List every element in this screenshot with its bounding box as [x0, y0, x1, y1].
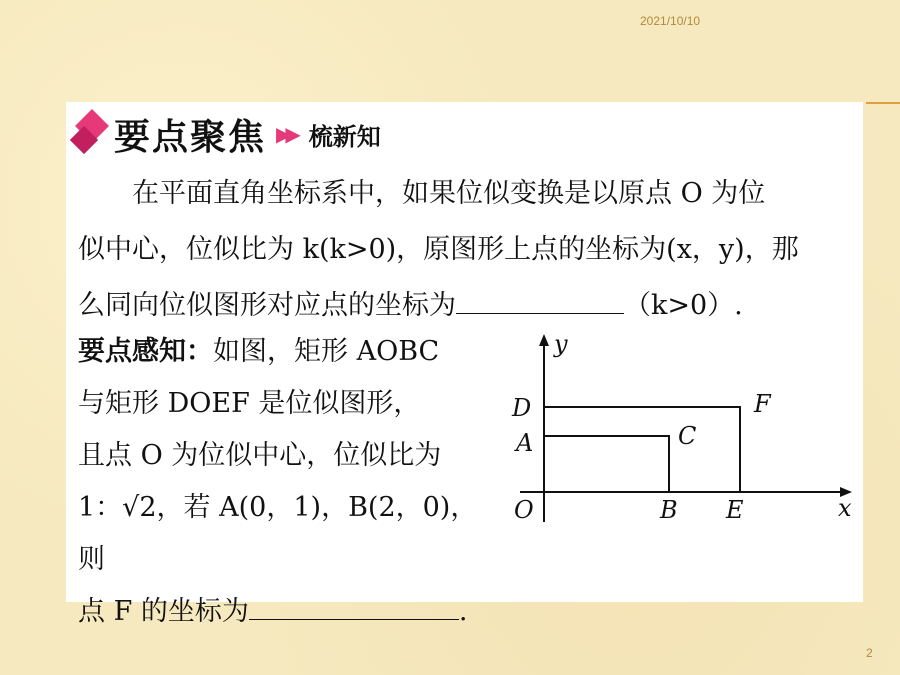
- content-card: [66, 102, 863, 627]
- slide-date: 2021/10/10: [640, 14, 701, 28]
- paragraph-line-3-tail: （k>0）.: [624, 290, 743, 321]
- double-chevron-icon: ▶▶: [276, 122, 295, 146]
- diamond-icon: [74, 112, 108, 156]
- problem-line-5-tail: .: [458, 596, 468, 627]
- label-f: F: [754, 390, 771, 418]
- paragraph-line-2: 似中心，位似比为 k(k>0)，原图形上点的坐标为(x，y)，那: [78, 234, 799, 265]
- problem-line-3: 且点 O 为位似中心，位似比为: [78, 440, 442, 471]
- similarity-figure: [486, 330, 866, 530]
- section-subtitle: 梳新知: [308, 122, 381, 151]
- paragraph-line-3-text: 么同向位似图形对应点的坐标为: [78, 290, 456, 321]
- section-header: [74, 108, 381, 160]
- problem-line-5-text: 点 F 的坐标为: [78, 596, 249, 627]
- accent-rule: [866, 102, 900, 104]
- rectangle-aobc: [544, 436, 669, 492]
- label-d: D: [512, 394, 532, 422]
- paragraph-line-1: 在平面直角坐标系中，如果位似变换是以原点 O 为位: [132, 178, 766, 209]
- label-a: A: [516, 429, 534, 457]
- label-c: C: [678, 422, 697, 450]
- problem-line-1: [78, 326, 498, 378]
- main-paragraph: [78, 166, 858, 334]
- problem-text: [78, 326, 498, 638]
- answer-blank-1: [456, 283, 624, 314]
- rectangle-doef: [544, 407, 740, 492]
- problem-label: 要点感知：: [78, 336, 213, 367]
- problem-line-4: 1：√2，若 A(0，1)，B(2，0)，则: [78, 492, 478, 575]
- answer-blank-2: [249, 589, 459, 620]
- label-b: B: [660, 496, 678, 524]
- section-title: 要点聚焦: [114, 116, 267, 158]
- x-axis-label: x: [838, 494, 852, 522]
- problem-line-2: 与矩形 DOEF 是位似图形，: [78, 388, 421, 419]
- problem-line-5: [78, 586, 498, 638]
- y-axis-arrow: [539, 334, 549, 346]
- problem-line-1-text: 如图，矩形 AOBC: [213, 336, 440, 367]
- y-axis-label: y: [554, 330, 568, 358]
- label-o: O: [514, 496, 534, 524]
- label-e: E: [726, 496, 744, 524]
- page-number: 2: [866, 646, 873, 660]
